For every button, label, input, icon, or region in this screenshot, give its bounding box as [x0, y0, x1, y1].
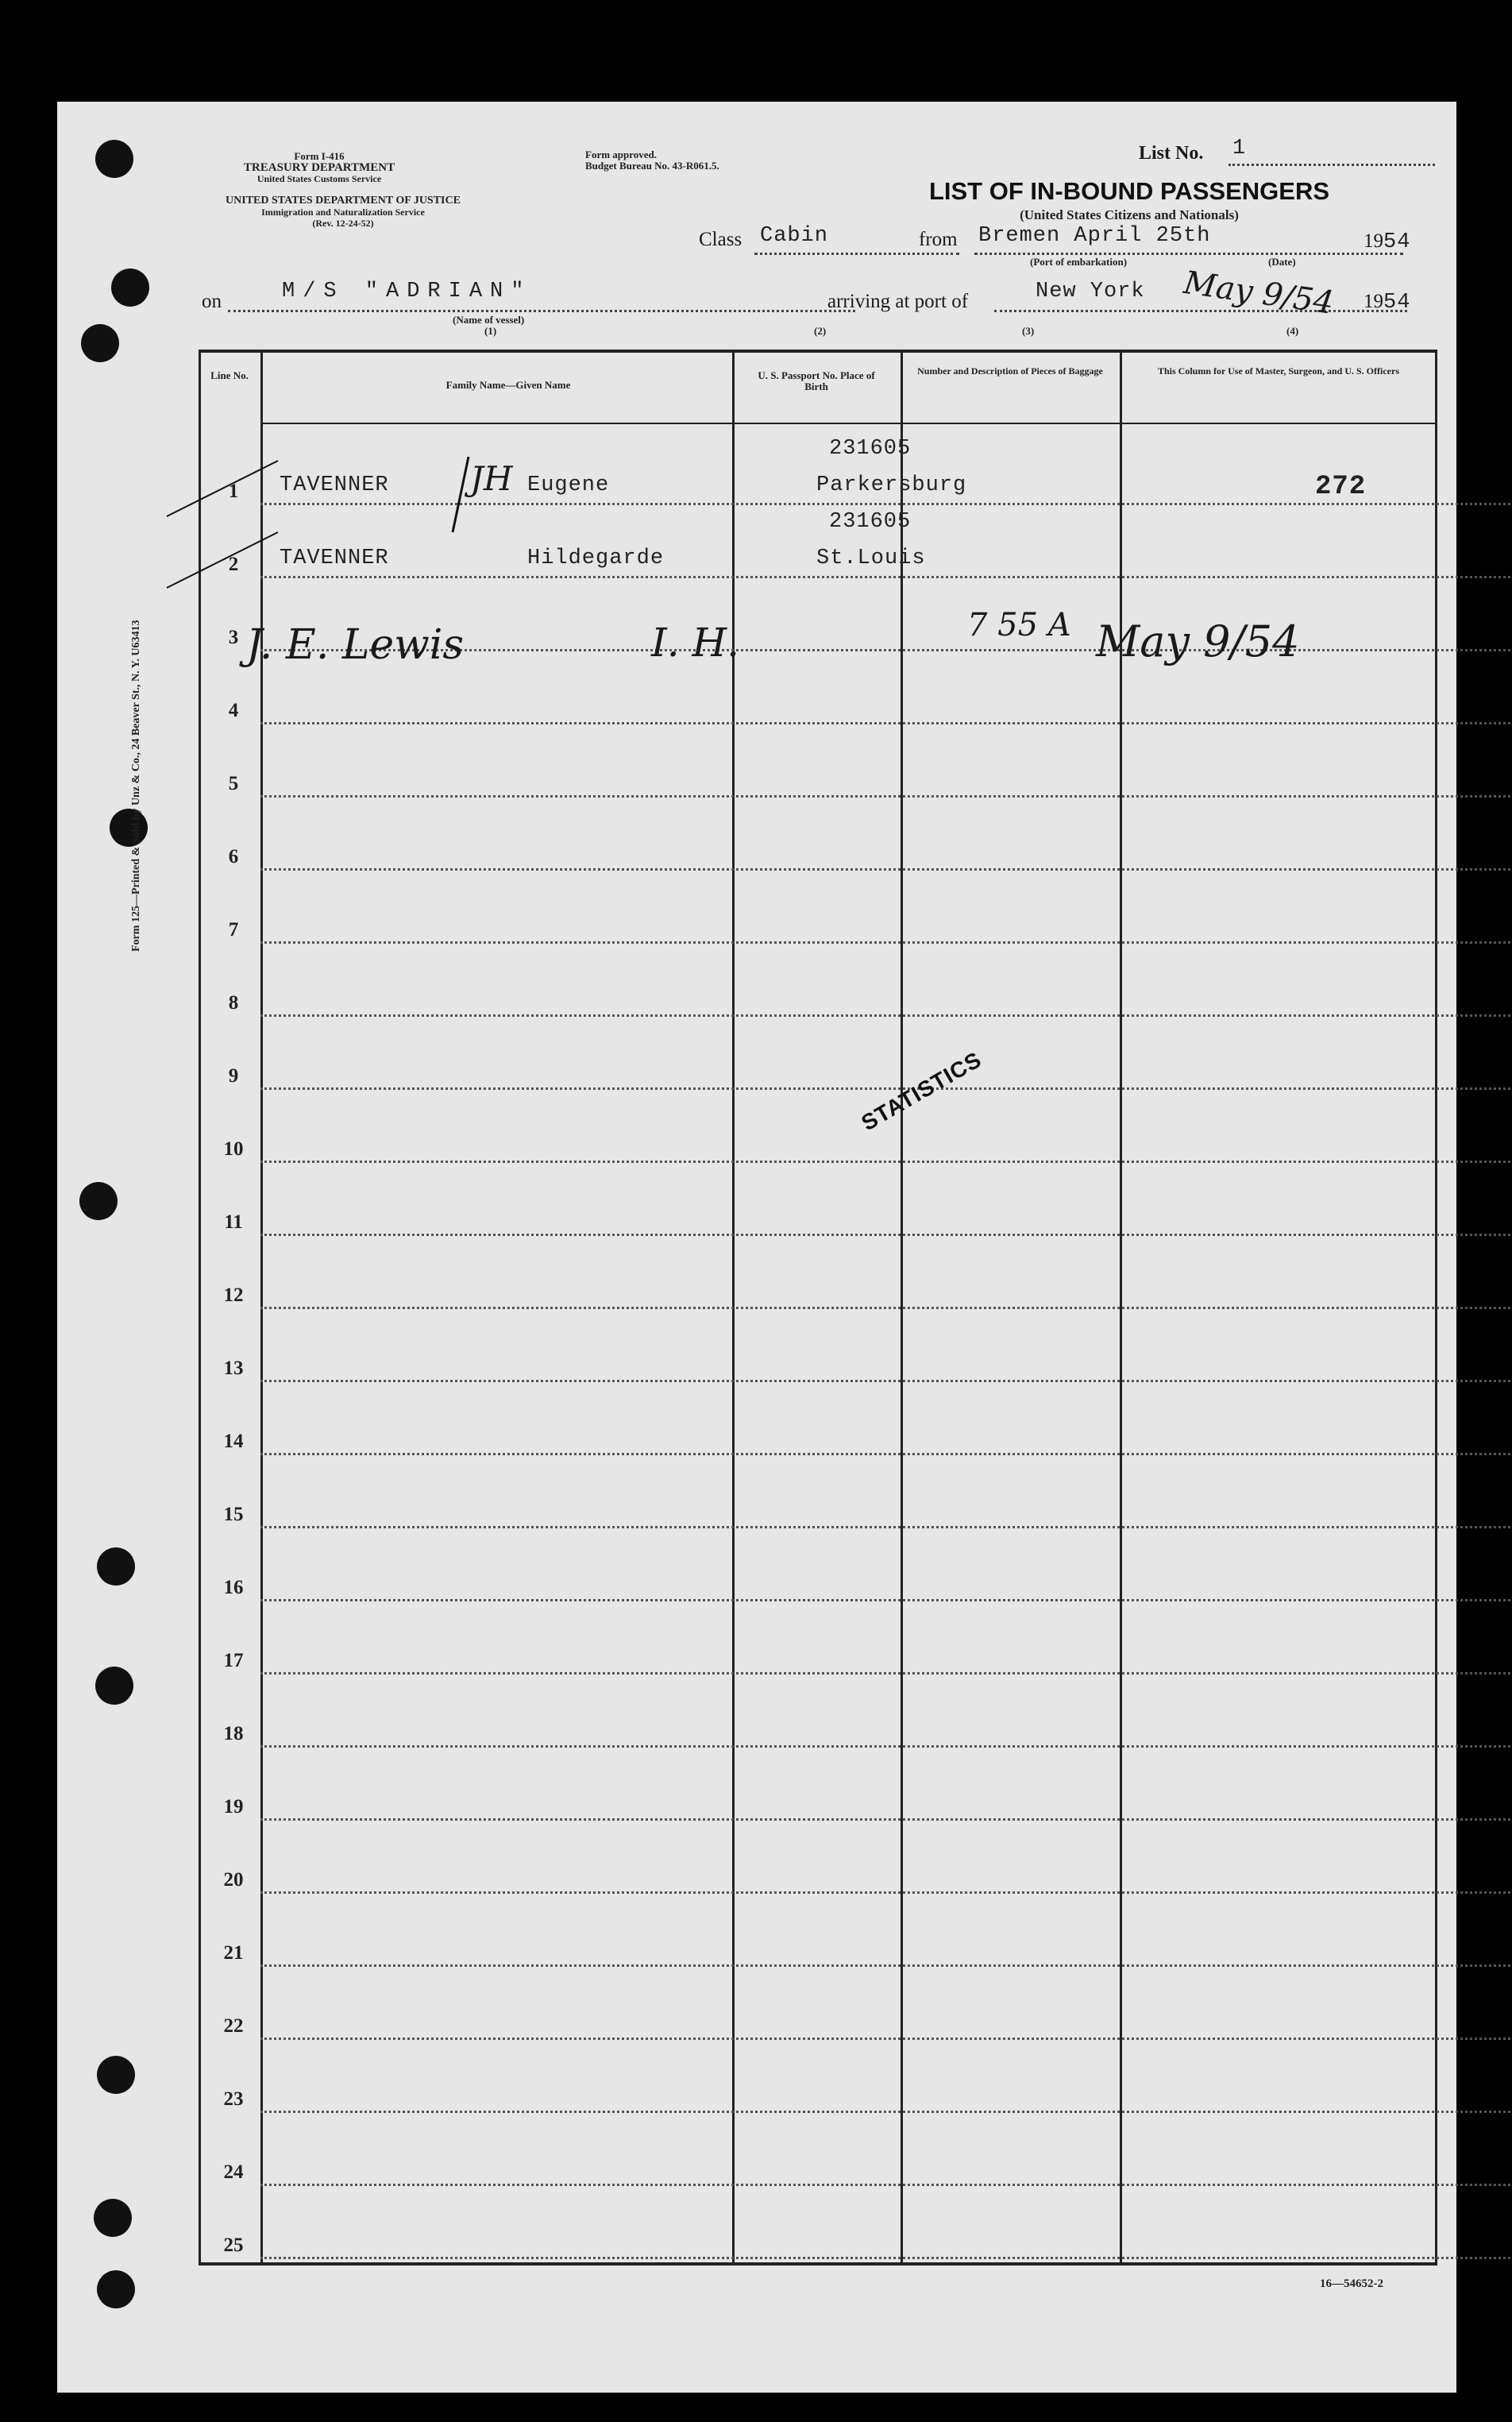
- row-number: 22: [223, 2015, 244, 2037]
- list-no-value: 1: [1232, 137, 1247, 160]
- row1-officer-number: 272: [1315, 472, 1367, 502]
- signature-initials: I. H.: [651, 620, 740, 666]
- row-number: 5: [228, 773, 239, 794]
- row-number: 1: [228, 481, 239, 502]
- caption-2: (2): [814, 325, 827, 337]
- form-number: Form I-416: [294, 150, 345, 162]
- row-number: 25: [223, 2235, 244, 2256]
- row1-passport-no: 231605: [829, 437, 912, 461]
- arriving-label: arriving at port of: [827, 291, 969, 312]
- row-rule: [260, 1161, 1512, 1163]
- row1-given-name: Eugene: [527, 473, 610, 497]
- punch-hole: [97, 2270, 135, 2308]
- punch-hole: [97, 1547, 135, 1586]
- row-number: 20: [223, 1869, 244, 1891]
- caption-1: (1): [484, 325, 497, 337]
- row2-given-name: Hildegarde: [527, 547, 665, 570]
- row-rule: [260, 722, 1512, 724]
- footer-code: 16—54652-2: [1320, 2277, 1383, 2290]
- col-header-passport: U. S. Passport No. Place of Birth: [758, 369, 875, 392]
- punch-hole: [94, 2199, 132, 2237]
- row-rule: [260, 2257, 1512, 2259]
- row-rule: [260, 941, 1512, 944]
- form-approved: Form approved.: [585, 149, 658, 160]
- row-number: 17: [223, 1650, 244, 1671]
- year-2: 1954: [1364, 291, 1411, 315]
- col-header-name: Family Name—Given Name: [446, 379, 571, 391]
- row-rule: [260, 1307, 1512, 1309]
- date-caption: (Date): [1268, 256, 1296, 268]
- justice-department: UNITED STATES DEPARTMENT OF JUSTICE: [226, 195, 461, 207]
- row-rule: [260, 1964, 1512, 1967]
- row2-birthplace: St.Louis: [816, 547, 926, 570]
- vessel-name: M/S "ADRIAN": [282, 280, 532, 303]
- from-label: from: [919, 229, 958, 250]
- row-rule: [260, 1672, 1512, 1675]
- treasury-department: TREASURY DEPARTMENT: [243, 161, 395, 174]
- punch-hole: [97, 2056, 135, 2094]
- row-number: 23: [223, 2088, 244, 2110]
- check-slash-marks: [159, 445, 318, 604]
- list-no-label: List No.: [1139, 143, 1204, 164]
- row2-passport-no: 231605: [829, 510, 912, 534]
- document-page: [57, 102, 1456, 2393]
- row1-initials: JH: [470, 459, 513, 498]
- row-rule: [260, 2184, 1512, 2186]
- row2-family-name: TAVENNER: [280, 547, 389, 570]
- row-number: 14: [223, 1431, 244, 1452]
- row-number: 24: [223, 2161, 244, 2183]
- punch-hole: [95, 1667, 133, 1705]
- class-value: Cabin: [760, 224, 829, 248]
- customs-service: United States Customs Service: [256, 173, 382, 184]
- caption-3: (3): [1022, 325, 1035, 337]
- row-rule: [260, 1234, 1512, 1236]
- port-value: New York: [1036, 280, 1145, 303]
- revision: (Rev. 12-24-52): [312, 218, 374, 229]
- from-value: Bremen April 25th: [978, 224, 1211, 248]
- row-rule: [260, 1087, 1512, 1090]
- statistics-stamp: STATISTICS: [857, 1046, 986, 1136]
- row-number: 7: [228, 919, 239, 941]
- signature-mark: 7 55 A: [967, 607, 1071, 643]
- row-number: 6: [228, 846, 239, 867]
- row-rule: [260, 2038, 1512, 2040]
- row-rule: [260, 1526, 1512, 1528]
- page-title: LIST OF IN-BOUND PASSENGERS: [928, 177, 1330, 205]
- row-rule: [260, 2111, 1512, 2113]
- budget-bureau: Budget Bureau No. 43-R061.5.: [585, 160, 719, 172]
- row-number: 19: [223, 1796, 244, 1817]
- row1-family-name: TAVENNER: [280, 473, 389, 497]
- on-label: on: [202, 291, 222, 312]
- punch-hole: [81, 324, 119, 362]
- row-number: 15: [223, 1504, 244, 1525]
- col-header-officers: This Column for Use of Master, Surgeon, and U. S. Officers: [1157, 365, 1399, 377]
- punch-hole: [79, 1182, 118, 1220]
- justice-department-block: [176, 195, 510, 229]
- col-header-line-no: Line No.: [210, 369, 249, 381]
- row-number: 12: [223, 1284, 244, 1306]
- page-subtitle: (United States Citizens and Nationals): [1020, 207, 1239, 222]
- row-number: 21: [223, 1942, 244, 1964]
- form-identification: [184, 151, 454, 184]
- row-rule: [260, 868, 1512, 871]
- row-number: 9: [228, 1065, 239, 1087]
- row-number: 3: [228, 627, 239, 648]
- embark-caption: (Port of embarkation): [1030, 256, 1128, 268]
- immigration-service: Immigration and Naturalization Service: [261, 207, 425, 218]
- row-number: 16: [223, 1577, 244, 1598]
- row-number: 2: [228, 554, 239, 575]
- row-number: 13: [223, 1358, 244, 1379]
- row-rule: [260, 1453, 1512, 1455]
- year-1: 1954: [1364, 230, 1411, 254]
- row-number: 8: [228, 992, 239, 1014]
- passenger-table: [199, 350, 1437, 2266]
- row-rule: [260, 1891, 1512, 1894]
- row-number: 4: [228, 700, 239, 721]
- row-number: 10: [223, 1138, 244, 1160]
- printer-note: Form 125—Printed & Sold by Unz & Co., 24 Beaver St., N. Y. U63413: [130, 620, 142, 952]
- punch-hole: [95, 140, 133, 178]
- row-rule: [260, 795, 1512, 798]
- signature-date: May 9/54: [1096, 616, 1300, 666]
- col-header-baggage: Number and Description of Pieces of Baggage: [917, 365, 1103, 377]
- row-rule: [260, 1014, 1512, 1017]
- row-number: 11: [224, 1211, 243, 1233]
- row1-birthplace: Parkersburg: [816, 473, 967, 497]
- class-label: Class: [699, 229, 742, 250]
- title-block: [891, 177, 1367, 223]
- approval-block: [585, 149, 719, 172]
- row-rule: [260, 1745, 1512, 1748]
- signature: J. E. Lewis: [246, 621, 465, 669]
- vessel-caption: (Name of vessel): [453, 314, 525, 326]
- arrival-date-handwritten: May 9/54: [1181, 265, 1336, 322]
- punch-hole: [111, 268, 149, 307]
- row-rule: [260, 576, 1512, 578]
- row-rule: [260, 1599, 1512, 1601]
- row-rule: [260, 1380, 1512, 1382]
- row-number: 18: [223, 1723, 244, 1744]
- row1-tick-mark: [445, 453, 476, 540]
- row-rule: [260, 1818, 1512, 1821]
- caption-4: (4): [1286, 325, 1299, 337]
